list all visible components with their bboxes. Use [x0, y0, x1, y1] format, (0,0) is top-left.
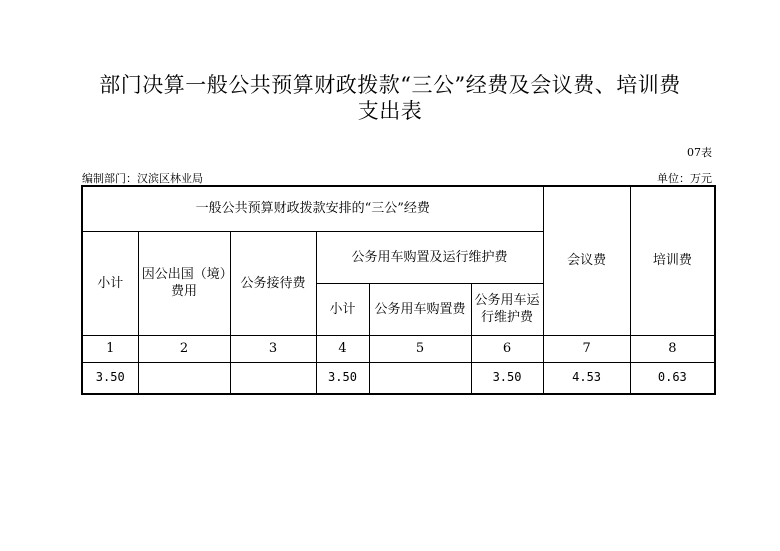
header-abroad-fee: 因公出国（境）费用 [138, 231, 230, 335]
header-vehicle-subtotal: 小计 [316, 283, 369, 335]
column-number: 1 [82, 335, 138, 362]
column-number: 6 [471, 335, 543, 362]
column-number: 4 [316, 335, 369, 362]
header-vehicle-group: 公务用车购置及运行维护费 [316, 231, 543, 283]
header-vehicle-purchase: 公务用车购置费 [369, 283, 471, 335]
value-meeting-fee: 4.53 [543, 362, 630, 394]
column-number: 3 [230, 335, 316, 362]
header-three-public-funds: 一般公共预算财政拨款安排的“三公”经费 [82, 186, 543, 231]
page-title-line-1: 部门决算一般公共预算财政拨款“三公”经费及会议费、培训费 [99, 73, 681, 97]
expenditure-table [81, 185, 716, 395]
value-reception-fee [230, 362, 316, 394]
value-vehicle-subtotal: 3.50 [316, 362, 369, 394]
column-number: 2 [138, 335, 230, 362]
column-number: 7 [543, 335, 630, 362]
header-vehicle-operation: 公务用车运行维护费 [471, 283, 543, 335]
value-training-fee: 0.63 [630, 362, 715, 394]
form-number: 07表 [687, 146, 712, 159]
page-title-line-2: 支出表 [357, 99, 423, 123]
department-label: 编制部门：汉滨区林业局 [82, 172, 203, 185]
value-vehicle-operation: 3.50 [471, 362, 543, 394]
header-meeting-fee: 会议费 [543, 186, 630, 335]
header-training-fee: 培训费 [630, 186, 715, 335]
header-subtotal: 小计 [82, 231, 138, 335]
value-subtotal: 3.50 [82, 362, 138, 394]
header-reception-fee: 公务接待费 [230, 231, 316, 335]
unit-label: 单位：万元 [657, 172, 712, 185]
value-abroad-fee [138, 362, 230, 394]
column-number: 8 [630, 335, 715, 362]
column-number: 5 [369, 335, 471, 362]
value-vehicle-purchase [369, 362, 471, 394]
